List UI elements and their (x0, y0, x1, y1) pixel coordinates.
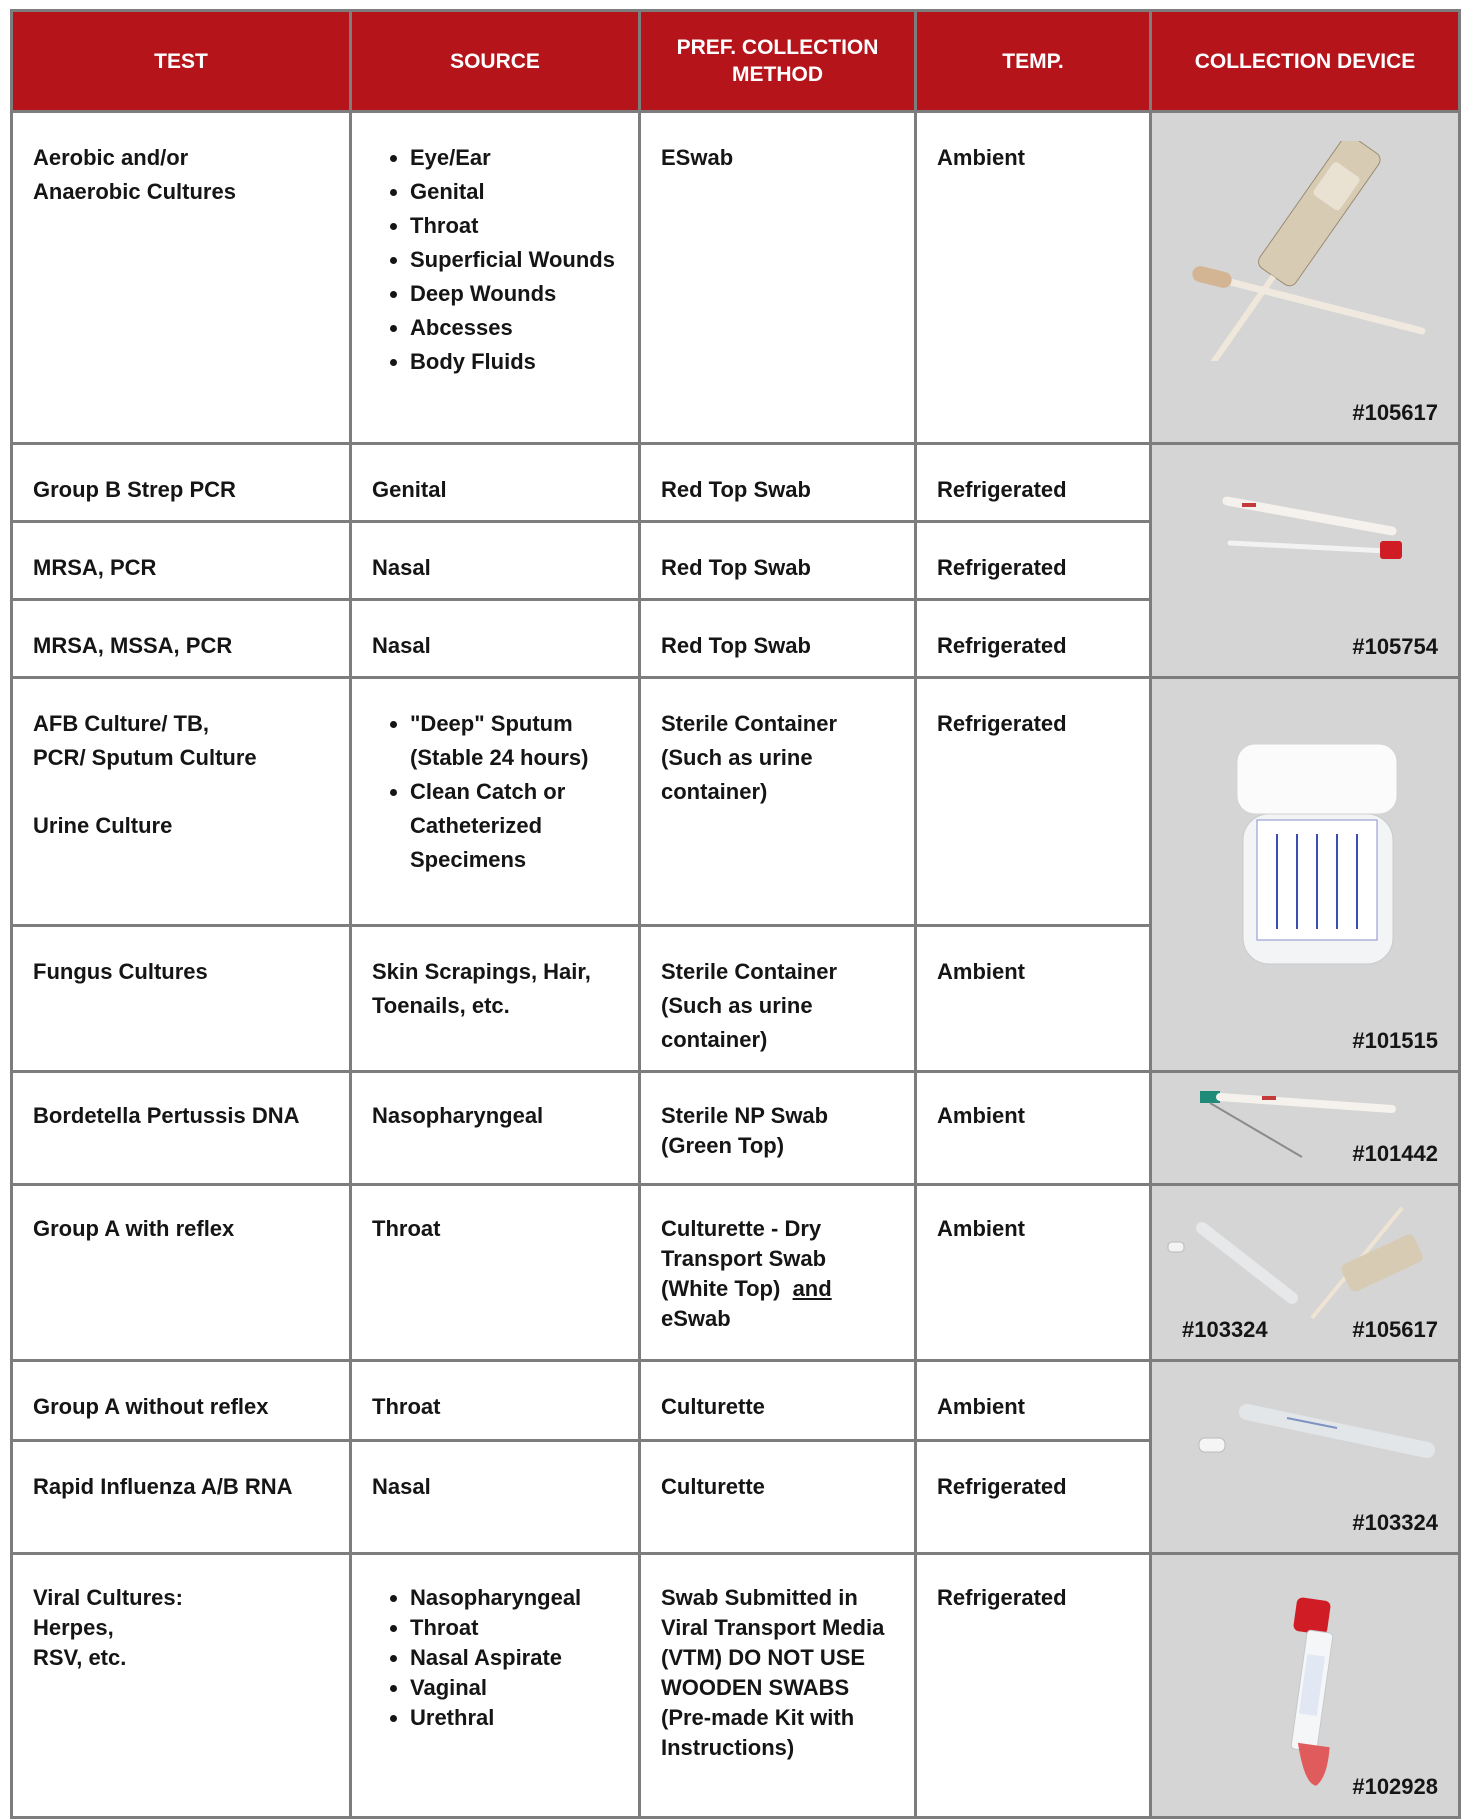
source-list (372, 1583, 618, 1733)
temp-cell (916, 1072, 1151, 1185)
method-cell (640, 1441, 916, 1554)
device-cell (1151, 1554, 1460, 1818)
method-text: ESwab (661, 145, 734, 170)
source-text: Genital (372, 477, 447, 502)
source-cell (351, 926, 640, 1072)
method-text: Sterile Container (Such as urine container) (661, 959, 838, 1052)
source-text: Skin Scrapings, Hair, Toenails, etc. (372, 959, 591, 1018)
table-row (12, 1072, 1460, 1185)
temp-cell (916, 678, 1151, 926)
test-cell (12, 1185, 351, 1361)
temp-text: Refrigerated (937, 633, 1067, 658)
temp-text: Ambient (937, 959, 1025, 984)
method-text: Culturette (661, 1474, 765, 1499)
method-text: Culturette (661, 1394, 765, 1419)
method-cell (640, 926, 916, 1072)
table-row (12, 1185, 1460, 1361)
method-text: Sterile NP Swab (Green Top) (661, 1103, 829, 1158)
method-cell (640, 1554, 916, 1818)
source-text: Nasopharyngeal (372, 1103, 544, 1128)
method-cell (640, 678, 916, 926)
temp-text: Ambient (937, 1216, 1025, 1241)
temp-cell (916, 600, 1151, 678)
method-text: Red Top Swab (661, 477, 811, 502)
sterile-container-image (1237, 734, 1417, 974)
table-row (12, 112, 1460, 444)
list-item: • Throat (410, 1613, 618, 1643)
temp-text: Refrigerated (937, 477, 1067, 502)
temp-text: Ambient (937, 1394, 1025, 1419)
test-name: AFB Culture/ TB, PCR/ Sputum Culture (33, 711, 257, 770)
temp-cell (916, 112, 1151, 444)
list-item: • Superficial Wounds (410, 243, 618, 277)
device-cell (1151, 112, 1460, 444)
device-cell (1151, 1072, 1460, 1185)
test-name: MRSA, MSSA, PCR (33, 633, 233, 658)
temp-cell (916, 1441, 1151, 1554)
list-item: • Vaginal (410, 1673, 618, 1703)
temp-cell (916, 1185, 1151, 1361)
method-cell (640, 444, 916, 522)
source-cell (351, 112, 640, 444)
header-source: SOURCE (351, 11, 640, 112)
culturette-eswab-image (1162, 1198, 1452, 1328)
device-catalog-number: #105754 (1352, 634, 1438, 659)
collection-table (10, 9, 1461, 1819)
temp-text: Ambient (937, 1103, 1025, 1128)
test-cell (12, 678, 351, 926)
method-text: Swab Submitted in Viral Transport Media (VTM) DO NOT USE WOODEN SWABS (Pre-made Kit with Instructions) (661, 1585, 885, 1760)
device-catalog-number: #101442 (1352, 1141, 1438, 1166)
method-text: Red Top Swab (661, 555, 811, 580)
list-item: • Throat (410, 209, 618, 243)
list-item: • Eye/Ear (410, 141, 618, 175)
device-catalog-number: #105617 (1352, 1317, 1438, 1342)
method-tail: eSwab (661, 1306, 731, 1331)
test-cell (12, 600, 351, 678)
test-name: RSV, etc. (33, 1645, 127, 1670)
temp-text: Refrigerated (937, 1474, 1067, 1499)
header-device: COLLECTION DEVICE (1151, 11, 1460, 112)
test-name: Viral Cultures: (33, 1585, 183, 1610)
culturette-image (1197, 1402, 1447, 1482)
test-name: Group A without reflex (33, 1394, 269, 1419)
list-item: • Genital (410, 175, 618, 209)
device-cell (1151, 1185, 1460, 1361)
temp-cell (916, 444, 1151, 522)
source-cell (351, 1441, 640, 1554)
method-cell (640, 112, 916, 444)
method-cell (640, 1185, 916, 1361)
source-cell (351, 522, 640, 600)
device-cell (1151, 678, 1460, 1072)
source-list (372, 707, 618, 877)
test-cell (12, 1361, 351, 1441)
temp-cell (916, 926, 1151, 1072)
method-cell (640, 600, 916, 678)
device-cell (1151, 1361, 1460, 1554)
header-method-label: PREF. COLLECTION METHOD (676, 36, 879, 86)
test-name: Bordetella Pertussis DNA (33, 1103, 300, 1128)
device-catalog-number: #105617 (1352, 400, 1438, 425)
list-item: • Nasal Aspirate (410, 1643, 618, 1673)
device-catalog-number: #103324 (1352, 1510, 1438, 1535)
temp-cell (916, 1554, 1151, 1818)
list-item: • Clean Catch or Catheterized Specimens (410, 775, 618, 877)
source-text: Throat (372, 1394, 441, 1419)
list-item: • Body Fluids (410, 345, 618, 379)
method-text: Red Top Swab (661, 633, 811, 658)
method-text (641, 1186, 914, 1334)
test-cell (12, 1072, 351, 1185)
source-cell (351, 678, 640, 926)
temp-text: Refrigerated (937, 711, 1067, 736)
temp-text: Refrigerated (937, 555, 1067, 580)
source-cell (351, 1554, 640, 1818)
source-text: Nasal (372, 633, 431, 658)
temp-text: Ambient (937, 145, 1025, 170)
test-cell (12, 1441, 351, 1554)
method-main: Culturette - Dry Transport Swab (White Top) (661, 1216, 827, 1301)
list-item: • Deep Wounds (410, 277, 618, 311)
header-method (640, 11, 916, 112)
test-name: MRSA, PCR (33, 555, 157, 580)
test-name: Group A with reflex (33, 1216, 235, 1241)
method-cell (640, 522, 916, 600)
test-name-secondary: Urine Culture (33, 813, 173, 838)
red-top-swab-image (1222, 493, 1422, 573)
list-item: • Abcesses (410, 311, 618, 345)
test-name: Fungus Cultures (33, 959, 208, 984)
source-cell (351, 1361, 640, 1441)
device-catalog-number: #102928 (1352, 1774, 1438, 1799)
source-text: Throat (372, 1216, 441, 1241)
list-item: • Urethral (410, 1703, 618, 1733)
source-cell (351, 600, 640, 678)
method-cell (640, 1072, 916, 1185)
header-row (12, 11, 1460, 112)
header-test: TEST (12, 11, 351, 112)
test-cell (12, 1554, 351, 1818)
table-row (12, 678, 1460, 926)
method-and: and (792, 1276, 832, 1301)
header-temp: TEMP. (916, 11, 1151, 112)
source-cell (351, 1072, 640, 1185)
test-name: Herpes, (33, 1615, 114, 1640)
temp-text: Refrigerated (937, 1585, 1067, 1610)
list-item: • Nasopharyngeal (410, 1583, 618, 1613)
test-name: Aerobic and/or Anaerobic Cultures (33, 145, 236, 204)
temp-cell (916, 1361, 1151, 1441)
source-cell (351, 1185, 640, 1361)
test-name: Group B Strep PCR (33, 477, 236, 502)
temp-cell (916, 522, 1151, 600)
test-cell (12, 926, 351, 1072)
eswab-device-image (1182, 141, 1432, 361)
table-row (12, 1361, 1460, 1441)
device-catalog-number: #103324 (1182, 1317, 1268, 1342)
test-name: Rapid Influenza A/B RNA (33, 1474, 293, 1499)
source-list (372, 141, 618, 379)
list-item: • "Deep" Sputum (Stable 24 hours) (410, 707, 618, 775)
test-cell (12, 444, 351, 522)
device-catalog-number: #101515 (1352, 1028, 1438, 1053)
method-text: Sterile Container (Such as urine container) (661, 711, 838, 804)
source-cell (351, 444, 640, 522)
source-text: Nasal (372, 1474, 431, 1499)
vtm-tube-image (1257, 1595, 1367, 1795)
source-text: Nasal (372, 555, 431, 580)
test-cell (12, 522, 351, 600)
table-row (12, 1554, 1460, 1818)
method-cell (640, 1361, 916, 1441)
table-row (12, 444, 1460, 522)
device-cell (1151, 444, 1460, 678)
test-cell (12, 112, 351, 444)
